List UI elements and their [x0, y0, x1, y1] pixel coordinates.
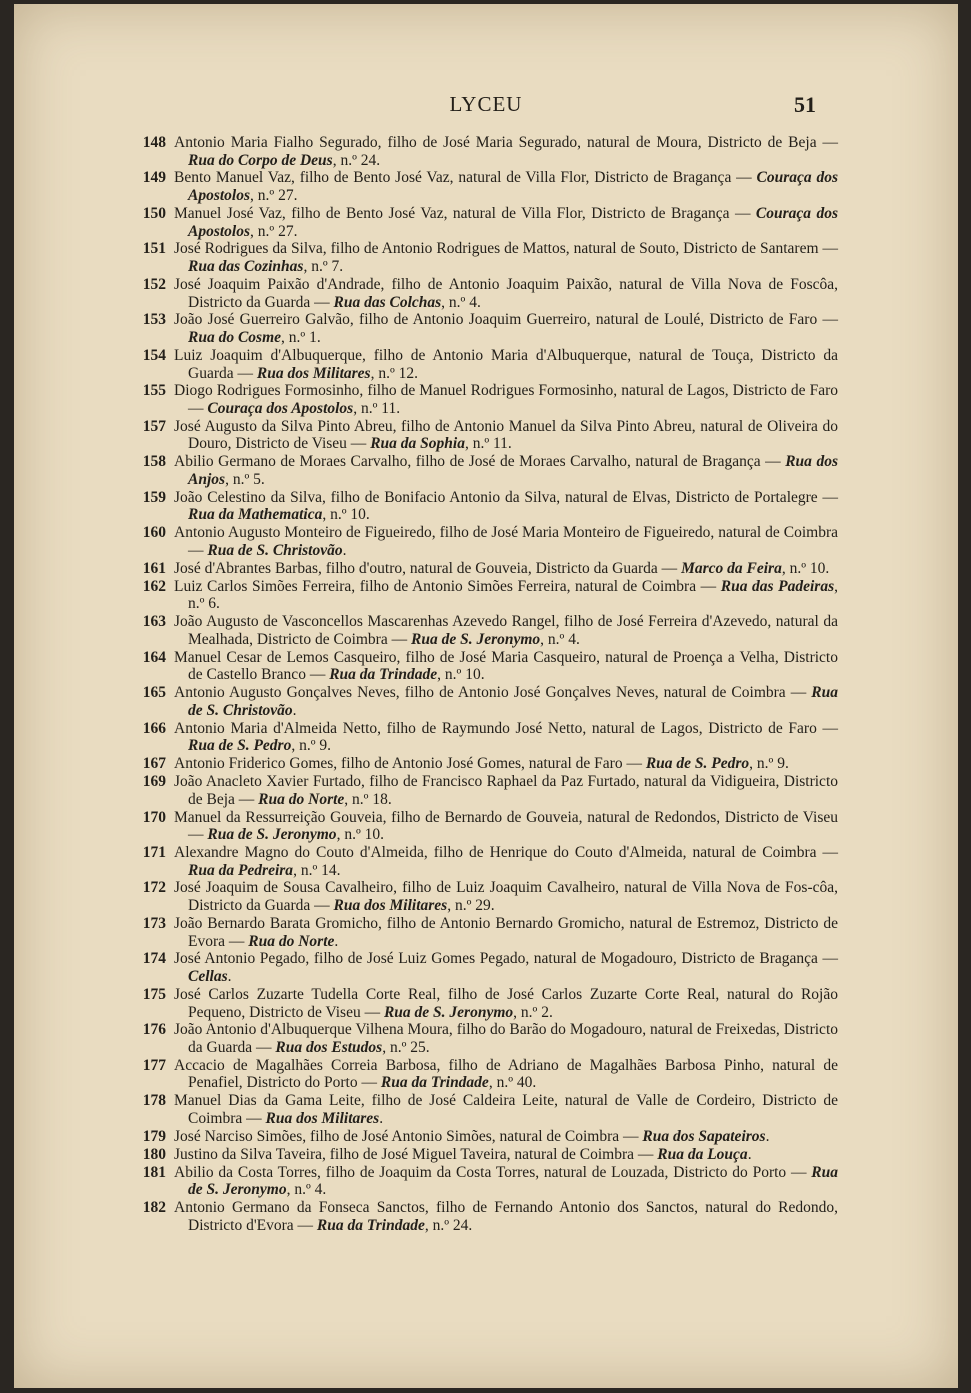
entry-number: 154	[142, 346, 166, 364]
entry-address-tail: , n.º 1.	[281, 329, 321, 347]
list-item	[128, 276, 838, 311]
entry-number: 171	[142, 843, 166, 861]
entry-description: Alexandre Magno do Couto d'Almeida, filho de Henrique do Couto d'Almeida, natural de Coimbra —	[174, 843, 838, 861]
entry-description: José Antonio Pegado, filho de José Luiz Gomes Pegado, natural de Mogadouro, Districto de Bragança —	[174, 950, 838, 968]
entry-address: Rua de S. Jeronymo	[410, 630, 541, 648]
entry-address: Couraça dos Apostolos	[188, 169, 838, 205]
list-item	[128, 986, 838, 1021]
entry-text	[174, 1199, 838, 1234]
entry-number: 180	[142, 1145, 166, 1163]
entry-address-tail: , n.º 11.	[464, 435, 512, 453]
entry-address-tail: .	[342, 541, 347, 559]
list-item	[128, 1128, 838, 1146]
entry-address-tail: , n.º 10.	[336, 826, 384, 844]
entry-text	[174, 986, 838, 1021]
book-page	[14, 4, 958, 1388]
entry-description: Antonio Augusto Gonçalves Neves, filho de Antonio José Gonçalves Neves, natural de Coimbra —	[174, 684, 812, 702]
entry-description: Bento Manuel Vaz, filho de Bento José Vaz, natural de Villa Flor, Districto de Bragança —	[174, 169, 757, 187]
entry-address: Rua das Padeiras	[720, 577, 835, 595]
entry-number: 163	[142, 613, 166, 631]
entry-text	[174, 1057, 838, 1092]
entry-text	[174, 1021, 838, 1056]
entry-number: 167	[142, 755, 166, 773]
entry-number: 150	[142, 204, 166, 222]
entry-number: 151	[142, 240, 166, 258]
entry-description: Antonio Augusto Monteiro de Figueiredo, filho de José Maria Monteiro de Figueiredo, natural de Coimbra —	[174, 524, 838, 559]
entry-text	[174, 649, 838, 684]
entry-description: Antonio Germano da Fonseca Sanctos, filho de Fernando Antonio dos Sanctos, natural do Redondo, Districto d'Evora —	[174, 1199, 838, 1234]
entry-address: Rua das Cozinhas	[188, 258, 304, 276]
entry-number: 149	[142, 169, 166, 187]
entry-text	[174, 720, 838, 755]
list-item	[128, 311, 838, 346]
list-item	[128, 1199, 838, 1234]
entry-description: Justino da Silva Taveira, filho de José Miguel Taveira, natural de Coimbra —	[174, 1145, 658, 1163]
list-item	[128, 169, 838, 204]
list-item	[128, 649, 838, 684]
student-list	[128, 134, 838, 1235]
entry-number: 166	[142, 719, 166, 737]
entry-description: José d'Abrantes Barbas, filho d'outro, natural de Gouveia, Districto da Guarda —	[174, 559, 682, 577]
entry-description: Accacio de Magalhães Correia Barbosa, filho de Adriano de Magalhães Barbosa Pinho, natural de Penafiel, Districto do Porto —	[174, 1056, 838, 1092]
entry-description: Luiz Joaquim d'Albuquerque, filho de Antonio Maria d'Albuquerque, natural de Touça, Districto da Guarda —	[174, 346, 838, 382]
entry-number: 161	[142, 559, 166, 577]
entry-address-tail: .	[227, 968, 232, 986]
entry-address: Rua de S. Christovão	[207, 541, 343, 559]
entry-address-tail: , n.º 27.	[250, 222, 298, 240]
entry-text	[174, 524, 838, 559]
entry-address-tail: .	[292, 701, 297, 719]
entry-address-tail: , n.º 7.	[303, 258, 344, 276]
entry-address-tail: , n.º 5.	[225, 470, 265, 488]
entry-text	[174, 1164, 838, 1199]
entry-text	[174, 755, 838, 773]
list-item	[128, 240, 838, 275]
entry-text	[174, 311, 838, 346]
entry-number: 158	[142, 453, 166, 471]
entry-number: 165	[142, 684, 166, 702]
entry-number: 182	[142, 1199, 166, 1217]
entry-address: Rua dos Militares	[256, 364, 371, 382]
entry-description: Abilio da Costa Torres, filho de Joaquim da Costa Torres, natural de Louzada, Districto do Porto —	[174, 1163, 812, 1181]
entry-description: João Antonio d'Albuquerque Vilhena Moura, filho do Barão do Mogadouro, natural de Freixedas, Districto da Guarda —	[174, 1021, 838, 1056]
list-item	[128, 418, 838, 453]
entry-address-tail: , n.º 4.	[441, 293, 481, 311]
entry-number: 179	[142, 1127, 166, 1145]
entry-address: Rua da Trindade	[329, 666, 438, 684]
entry-number: 159	[142, 488, 166, 506]
entry-description: José Narciso Simões, filho de José Antonio Simões, natural de Coimbra —	[174, 1127, 643, 1145]
entry-number: 169	[142, 773, 166, 791]
entry-number: 181	[142, 1163, 166, 1181]
entry-address-tail: , n.º 12.	[370, 364, 419, 382]
list-item	[128, 950, 838, 985]
entry-description: Antonio Maria Fialho Segurado, filho de José Maria Segurado, natural de Moura, Districto de Beja —	[174, 134, 838, 151]
entry-address: Rua dos Militares	[265, 1109, 380, 1127]
entry-text	[174, 418, 838, 453]
entry-address-tail: , n.º 40.	[488, 1074, 537, 1092]
entry-number: 152	[142, 275, 166, 293]
entry-address: Rua de S. Jeronymo	[188, 1163, 838, 1199]
entry-address-tail: , n.º 18.	[344, 790, 392, 808]
entry-text	[174, 1146, 838, 1164]
entry-address-tail: , n.º 14.	[293, 861, 341, 879]
list-item	[128, 720, 838, 755]
entry-address: Rua de S. Jeronymo	[207, 826, 337, 844]
entry-address: Couraça dos Apostolos	[207, 399, 354, 417]
entry-description: José Joaquim Paixão d'Andrade, filho de Antonio Joaquim Paixão, natural de Villa Nova de Foscôa, Districto da Guarda —	[174, 275, 838, 311]
entry-text	[174, 844, 838, 879]
entry-address-tail: , n.º 27.	[250, 187, 298, 205]
entry-number: 177	[142, 1056, 166, 1074]
entry-text	[174, 134, 838, 169]
entry-description: João José Guerreiro Galvão, filho de Antonio Joaquim Guerreiro, natural de Loulé, Districto de Faro —	[174, 311, 838, 329]
entry-description: Manuel da Ressurreição Gouveia, filho de Bernardo de Gouveia, natural de Redondos, Districto de Viseu —	[174, 808, 838, 844]
list-item	[128, 1057, 838, 1092]
entry-text	[174, 1092, 838, 1127]
entry-address-tail: .	[765, 1127, 770, 1145]
list-item	[128, 1092, 838, 1127]
entry-text	[174, 950, 838, 985]
entry-address-tail: , n.º 9.	[749, 755, 789, 773]
entry-address-tail: , n.º 4.	[286, 1181, 327, 1199]
entry-text	[174, 560, 838, 578]
entry-address-tail: , n.º 4.	[540, 630, 580, 648]
entry-address-tail: , n.º 10.	[437, 666, 485, 684]
entry-number: 178	[142, 1092, 166, 1110]
entry-text	[174, 276, 838, 311]
entry-address-tail: , n.º 6.	[188, 577, 838, 613]
entry-address: Rua dos Estudos	[275, 1039, 383, 1056]
entry-description: José Augusto da Silva Pinto Abreu, filho de Antonio Manuel da Silva Pinto Abreu, natural de Oliveira do Douro, Districto de Viseu —	[174, 417, 838, 453]
entry-text	[174, 613, 838, 648]
entry-address: Rua de S. Christovão	[188, 684, 838, 719]
entry-text	[174, 489, 838, 524]
entry-description: Luiz Carlos Simões Ferreira, filho de Antonio Simões Ferreira, natural de Coimbra —	[174, 577, 721, 595]
list-item	[128, 560, 838, 578]
entry-address: Rua de S. Jeronymo	[383, 1003, 514, 1021]
entry-text	[174, 809, 838, 844]
entry-address-tail: .	[747, 1145, 752, 1163]
entry-address: Marco da Feira	[681, 559, 782, 577]
entry-address-tail: , n.º 10.	[322, 506, 370, 524]
list-item	[128, 773, 838, 808]
entry-number: 175	[142, 985, 166, 1003]
entry-description: José Carlos Zuzarte Tudella Corte Real, filho de José Carlos Zuzarte Corte Real, natural do Rojão Pequeno, Districto de Viseu —	[174, 985, 838, 1021]
entry-number: 160	[142, 524, 166, 542]
entry-number: 148	[142, 134, 166, 151]
entry-address: Rua de S. Pedro	[645, 755, 750, 773]
entry-description: João Anacleto Xavier Furtado, filho de Francisco Raphael da Paz Furtado, natural da Vidigueira, Districto de Beja —	[174, 773, 838, 808]
entry-description: Antonio Maria d'Almeida Netto, filho de Raymundo José Netto, natural de Lagos, Districto de Faro —	[174, 719, 838, 737]
entry-number: 176	[142, 1021, 166, 1039]
entry-address-tail: , n.º 11.	[353, 399, 401, 417]
list-item	[128, 684, 838, 719]
entry-address: Cellas	[188, 968, 228, 986]
entry-text	[174, 773, 838, 808]
entry-description: Manuel Dias da Gama Leite, filho de José Caldeira Leite, natural de Valle de Cordeiro, Districto de Coimbra —	[174, 1092, 838, 1127]
entry-address: Rua dos Militares	[333, 897, 448, 915]
entry-description: João Celestino da Silva, filho de Bonifacio Antonio da Silva, natural de Elvas, Districto de Portalegre —	[174, 488, 838, 506]
list-item	[128, 1021, 838, 1056]
entry-address: Rua do Norte	[248, 932, 335, 950]
entry-address: Rua dos Anjos	[188, 453, 838, 488]
entry-address-tail: , n.º 9.	[291, 737, 332, 755]
entry-description: Abilio Germano de Moraes Carvalho, filho de José de Moraes Carvalho, natural de Bragança —	[174, 453, 786, 471]
entry-address: Rua do Cosme	[188, 329, 282, 347]
entry-number: 155	[142, 382, 166, 400]
entry-number: 162	[142, 577, 166, 595]
entry-number: 170	[142, 808, 166, 826]
list-item	[128, 1164, 838, 1199]
list-item	[128, 809, 838, 844]
entry-address: Rua da Louça	[657, 1145, 748, 1163]
list-item	[128, 382, 838, 417]
entry-address: Rua dos Sapateiros	[642, 1127, 766, 1145]
entry-number: 174	[142, 950, 166, 968]
entry-address: Rua do Norte	[258, 790, 345, 808]
entry-address: Couraça dos Apostolos	[188, 204, 838, 240]
entry-address: Rua da Trindade	[316, 1216, 425, 1234]
entry-text	[174, 879, 838, 914]
entry-address: Rua das Colchas	[333, 293, 442, 311]
entry-number: 164	[142, 648, 166, 666]
entry-description: Diogo Rodrigues Formosinho, filho de Manuel Rodrigues Formosinho, natural de Lagos, Districto de Faro —	[174, 382, 838, 417]
entry-text	[174, 684, 838, 719]
list-item	[128, 524, 838, 559]
entry-address: Rua da Trindade	[380, 1074, 489, 1092]
entry-address-tail: , n.º 24.	[332, 151, 381, 169]
entry-text	[174, 578, 838, 613]
entry-description: José Joaquim de Sousa Cavalheiro, filho de Luiz Joaquim Cavalheiro, natural de Villa Nova de Fos-côa, Districto da Guarda —	[174, 879, 838, 915]
page-header	[14, 92, 958, 128]
entry-address: Rua da Pedreira	[188, 861, 294, 879]
list-item	[128, 453, 838, 488]
running-title: LYCEU	[449, 92, 523, 116]
list-item	[128, 489, 838, 524]
list-item	[128, 844, 838, 879]
entry-number: 173	[142, 914, 166, 932]
entry-text	[174, 205, 838, 240]
page-number: 51	[794, 92, 816, 117]
entry-address: Rua da Sophia	[370, 435, 465, 453]
entry-description: Manuel Cesar de Lemos Casqueiro, filho de José Maria Casqueiro, natural de Proença a Velha, Districto de Castello Branco —	[174, 648, 838, 684]
entry-number: 157	[142, 417, 166, 435]
entry-description: Antonio Friderico Gomes, filho de Antonio José Gomes, natural de Faro —	[174, 755, 646, 773]
entry-text	[174, 382, 838, 417]
entry-text	[174, 347, 838, 382]
entry-text	[174, 169, 838, 204]
entry-address: Rua da Mathematica	[188, 506, 323, 524]
list-item	[128, 205, 838, 240]
list-item	[128, 879, 838, 914]
entry-address-tail: , n.º 24.	[424, 1216, 473, 1234]
entry-address-tail: , n.º 2.	[513, 1003, 553, 1021]
list-item	[128, 578, 838, 613]
entry-text	[174, 240, 838, 275]
list-item	[128, 613, 838, 648]
entry-address-tail: , n.º 25.	[382, 1039, 430, 1056]
list-item	[128, 1146, 838, 1164]
entry-text	[174, 453, 838, 488]
entry-description: José Rodrigues da Silva, filho de Antonio Rodrigues de Mattos, natural de Souto, Districto de Santarem —	[174, 240, 838, 258]
list-item	[128, 347, 838, 382]
entry-description: João Bernardo Barata Gromicho, filho de Antonio Bernardo Gromicho, natural de Estremoz, Districto de Evora —	[174, 914, 838, 950]
list-item	[128, 915, 838, 950]
entry-address-tail: , n.º 10.	[781, 559, 830, 577]
entry-address: Rua de S. Pedro	[188, 737, 292, 755]
entry-description: João Augusto de Vasconcellos Mascarenhas Azevedo Rangel, filho de José Ferreira d'Azevedo, natural da Mealhada, Districto de Coimbra —	[174, 613, 838, 648]
entry-text	[174, 1128, 838, 1146]
entry-text	[174, 915, 838, 950]
entry-address-tail: .	[379, 1109, 384, 1127]
list-item	[128, 755, 838, 773]
entry-number: 153	[142, 311, 166, 329]
entry-number: 172	[142, 879, 166, 897]
entry-address-tail: .	[334, 932, 339, 950]
list-item	[128, 134, 838, 169]
entry-address: Rua do Corpo de Deus	[188, 151, 333, 169]
entry-description: Manuel José Vaz, filho de Bento José Vaz, natural de Villa Flor, Districto de Bragança —	[174, 204, 756, 222]
entry-address-tail: , n.º 29.	[447, 897, 495, 915]
